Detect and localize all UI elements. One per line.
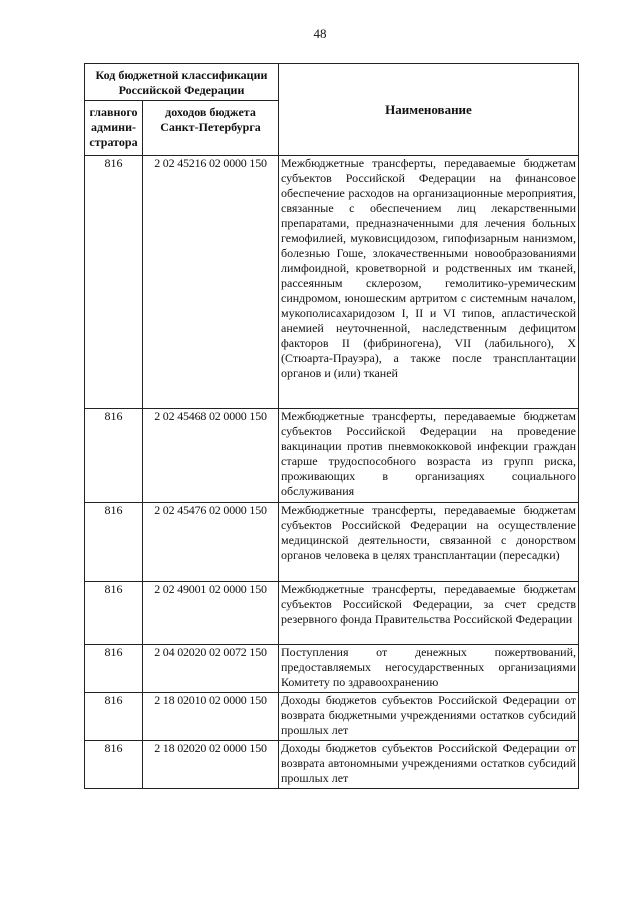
header-classification-code: Код бюджетной классификации Российской Федерации [85, 64, 279, 101]
name-cell: Межбюджетные трансферты, передаваемые бюджетам субъектов Российской Федерации, за счет средств резервного фонда Правительства Российской Федерации [279, 582, 579, 645]
admin-code-cell: 816 [85, 693, 143, 741]
header-admin: главного админи-стратора [85, 101, 143, 156]
table-row [85, 156, 579, 409]
table-row [85, 503, 579, 582]
name-cell: Доходы бюджетов субъектов Российской Федерации от возврата бюджетными учреждениями остатков субсидий прошлых лет [279, 693, 579, 741]
page-number: 48 [313, 26, 327, 41]
income-code-cell: 2 02 49001 02 0000 150 [143, 582, 279, 645]
header-name: Наименование [279, 64, 579, 156]
admin-code-cell: 816 [85, 582, 143, 645]
admin-code-cell: 816 [85, 503, 143, 582]
income-code-cell: 2 18 02010 02 0000 150 [143, 693, 279, 741]
income-code-cell: 2 04 02020 02 0072 150 [143, 645, 279, 693]
name-cell: Межбюджетные трансферты, передаваемые бюджетам субъектов Российской Федерации на финансовое обеспечение расходов на организационные мероприятия, связанные с обеспечением лиц лекарственными препаратами, предназначенными для лечения больных гемофилией, муковисцидозом, гипофизарным нанизмом, болезнью Гоше, злокачественными новообразованиями лимфоидной, кроветворной и родственных им тканей, рассеянным склерозом, гемолитико-уремическим синдромом, юношеским артритом с системным началом, мукополисахаридозом I, II и VI типов, апластической анемией неуточненной, наследственным дефицитом факторов II (фибриногена), VII (лабильного), X (Стюарта-Прауэра), а также после трансплантации органов и (или) тканей [279, 156, 579, 409]
table-row [85, 741, 579, 789]
header-income-code: доходов бюджета Санкт-Петербурга [143, 101, 279, 156]
table-row [85, 582, 579, 645]
budget-classification-table [84, 63, 579, 789]
table-row [85, 645, 579, 693]
income-code-cell: 2 02 45216 02 0000 150 [143, 156, 279, 409]
income-code-cell: 2 02 45468 02 0000 150 [143, 409, 279, 503]
name-cell: Поступления от денежных пожертвований, предоставляемых негосударственных организациями Комитету по здравоохранению [279, 645, 579, 693]
name-cell: Межбюджетные трансферты, передаваемые бюджетам субъектов Российской Федерации на осуществление медицинской деятельности, связанной с донорством органов человека в целях трансплантации (пересадки) [279, 503, 579, 582]
admin-code-cell: 816 [85, 409, 143, 503]
admin-code-cell: 816 [85, 645, 143, 693]
table-row [85, 693, 579, 741]
admin-code-cell: 816 [85, 156, 143, 409]
income-code-cell: 2 02 45476 02 0000 150 [143, 503, 279, 582]
name-cell: Межбюджетные трансферты, передаваемые бюджетам субъектов Российской Федерации на проведение вакцинации против пневмококковой инфекции граждан старше трудоспособного возраста из групп риска, проживающих в организациях социального обслуживания [279, 409, 579, 503]
admin-code-cell: 816 [85, 741, 143, 789]
table-row [85, 409, 579, 503]
income-code-cell: 2 18 02020 02 0000 150 [143, 741, 279, 789]
name-cell: Доходы бюджетов субъектов Российской Федерации от возврата автономными учреждениями остатков субсидий прошлых лет [279, 741, 579, 789]
